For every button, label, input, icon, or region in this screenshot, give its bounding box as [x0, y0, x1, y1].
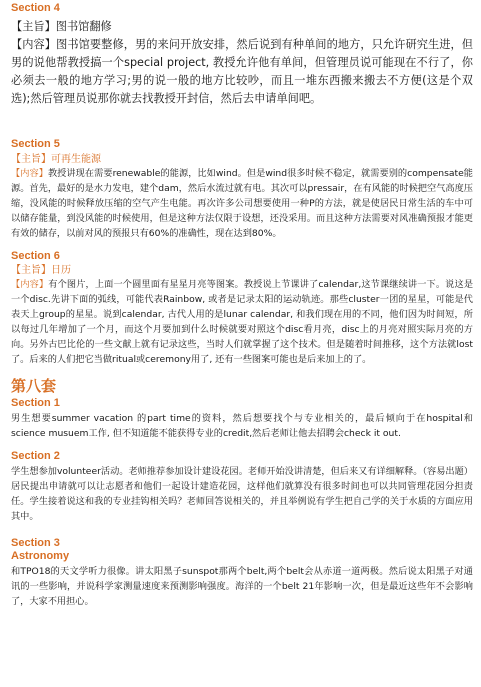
section-5-topic-text: 可再生能源 [51, 154, 101, 165]
set8-section-1-heading: Section 1 [11, 397, 60, 409]
section-4-content-text: 图书馆要整修，男的来问开放安排，然后说到有种单间的地方，只允许研究生进，但男的说他帮教授搞一个special project, 教授允许他有单间，但管理员说可能现在不行了，你必须去一般的地方学习;男的说一般的地方比较吵，而且一堆东西搬来搬去不方便(这是个双选);然后管理员说那你就去找教授开封信，然后去申请单间吧。 [11, 38, 473, 105]
section-6-heading: Section 6 [11, 250, 60, 262]
section-4-content-tag: 【内容】 [11, 38, 57, 51]
section-4-topic [11, 18, 473, 36]
set8-section-3-text: 和TPO18的天文学听力很像。讲太阳黑子sunspot那两个belt,两个belt会从赤道一道两极。然后说太阳黑子对通讯的一些影响，并说科学家测量速度来预测影响强度。海洋的一个belt 21年影响一次，但是最近这些年不会影响了，大家不用担心。 [11, 566, 473, 607]
section-5-content [11, 166, 473, 241]
section-6-topic [11, 264, 473, 277]
section-5-heading: Section 5 [11, 138, 60, 150]
section-6-content [11, 277, 473, 367]
section-5-topic-tag: 【主旨】 [11, 154, 51, 165]
section-5-topic [11, 153, 473, 166]
section-4-heading: Section 4 [11, 2, 60, 14]
set8-section-3-heading: Section 3 [11, 537, 60, 549]
section-5-content-tag: 【内容】 [11, 168, 48, 179]
section-4-content [11, 36, 473, 108]
set8-section-2-text: 学生想参加volunteer活动。老师推荐参加设计建设花园。老师开始没讲清楚，但后来又有详细解释。（容易出题）居民提出申请就可以让志愿者和他们一起设计建造花园，这样他们就算没有很多时间也可以共同管理花园分担责任。学生接着说这和我的专业挂钩相关吗？老师回答说相关的，并且举例说有学生把自己学的关于水质的方面应用其中。 [11, 466, 473, 522]
section-6-topic-text: 日历 [51, 265, 71, 276]
set8-section-3-subtitle: Astronomy [11, 550, 70, 562]
section-6-topic-tag: 【主旨】 [11, 265, 51, 276]
section-5-content-text: 教授讲现在需要renewable的能源，比如wind。但是wind很多时候不稳定，就需要别的compensate能源。首先，最好的是水力发电，建个dam，然后水流过就有电。其次可以pressair，在有风能的时候把空气高度压缩，没风能的时候释放压缩的空气产生电能。再次许多公司想要使用一种P的方法，就是使居民日常生活的车中可以储存能量，到没风能的时候使用，但是这种方法仅限于设想，还没采用。而且这种方法需要对风准确预报才能更有效的储存，以前对风的预报只有60%的准确性，现在达到80%。 [11, 168, 473, 239]
set8-section-2-heading: Section 2 [11, 450, 60, 462]
chapter-title: 第八套 [11, 378, 57, 395]
document-page [11, 2, 473, 609]
section-4-topic-tag: 【主旨】 [11, 20, 56, 33]
section-4-topic-text: 图书馆翻修 [55, 20, 112, 33]
set8-section-1-text: 男生想要summer vacation 的part time的资料，然后想要找个与专业相关的，最后倾向于在hospital和science musuem工作, 但不知道能不能获得专业的credit,然后老师让他去招聘会check it out. [11, 413, 473, 439]
section-6-content-text: 有个图片，上面一个圆里面有星星月亮等图案。教授说上节课讲了calendar,这节课继续讲一下。说这是一个disc.先讲下面的弧线，可能代表Rainbow, 或者是记录太阳的运动轨迹。那些cluster一团的星星，可能是代表天上group的星星。说到calendar, 古代人用的是lunar calendar, 和我们现在用的不同，他们因为时间短，所以每过几年增加了一个月，而这个月要加到什么时候就要对照这个disc看月亮，disc上的月亮对照实际月亮的方向。另外古巴比伦的一些文献上就有记录这些，当时人们就掌握了这个技术。但是随着时间推移，这个方法就lost了。后来的人们把它当做ritual或ceremony用了, 还有一些图案可能也是后来加上的了。 [11, 279, 474, 365]
section-6-content-tag: 【内容】 [11, 279, 49, 290]
